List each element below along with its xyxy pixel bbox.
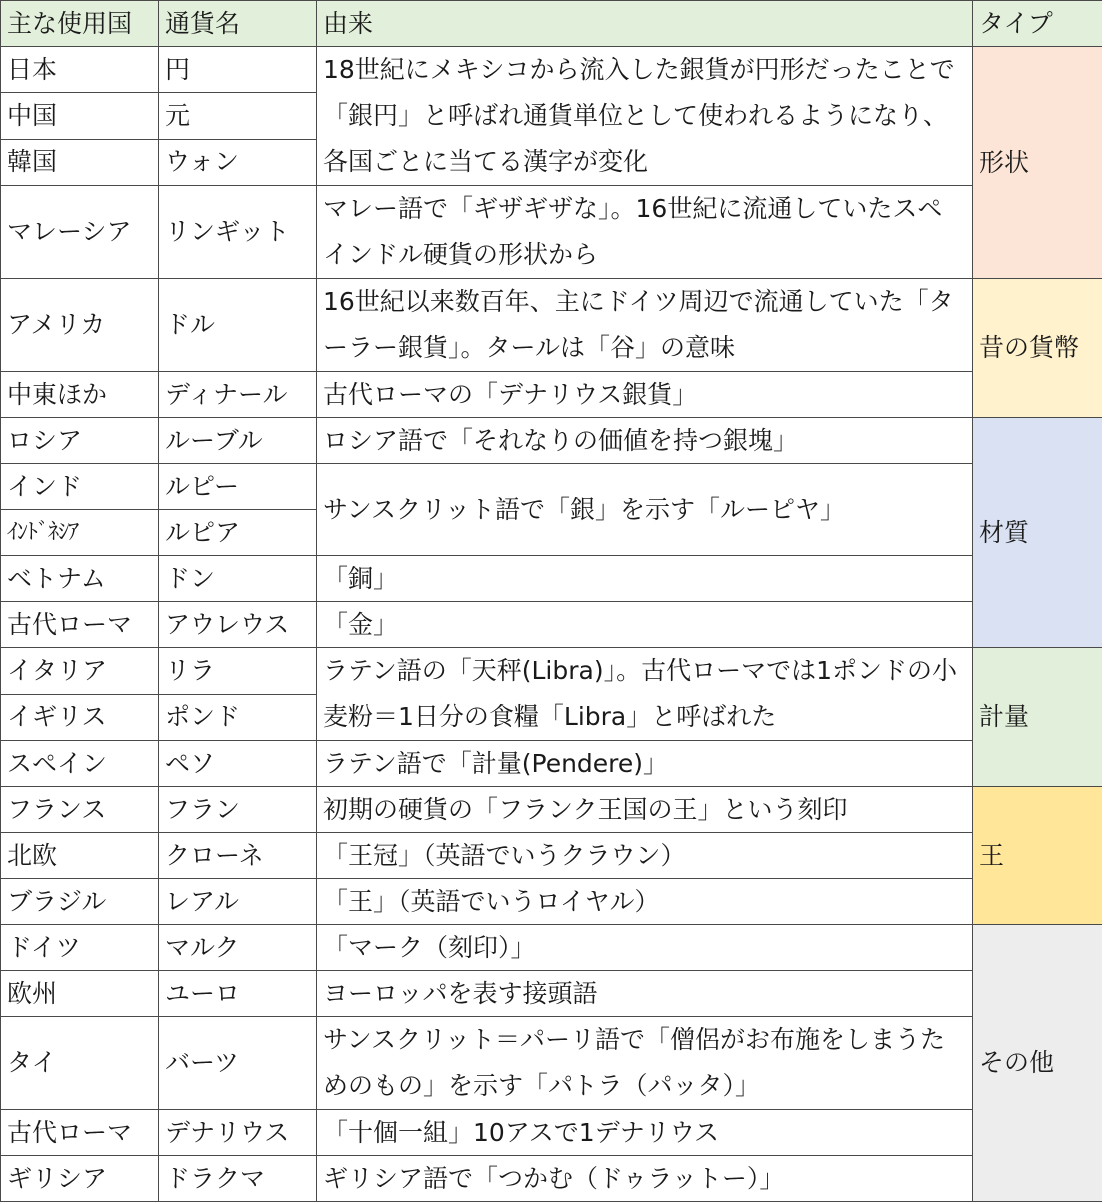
currency-cell: クローネ xyxy=(159,833,317,879)
currency-cell: フラン xyxy=(159,787,317,833)
header-row xyxy=(1,1,1102,47)
origin-cell: 「金」 xyxy=(317,602,973,648)
table-row xyxy=(1,418,1102,464)
currency-cell: リンギット xyxy=(159,186,317,279)
country-cell: 古代ローマ xyxy=(1,1110,159,1156)
origin-cell: 18世紀にメキシコから流入した銀貨が円形だったことで「銀円」と呼ばれ通貨単位として使われるようになり、各国ごとに当てる漢字が変化 xyxy=(317,47,973,186)
currency-cell: マルク xyxy=(159,925,317,971)
type-cell-measure: 計量 xyxy=(973,648,1102,787)
country-cell: インド xyxy=(1,464,159,510)
header-country: 主な使用国 xyxy=(1,1,159,47)
table-row xyxy=(1,741,1102,787)
table-row xyxy=(1,1017,1102,1110)
origin-cell: 「十個一組」10アスで1デナリウス xyxy=(317,1110,973,1156)
country-cell: タイ xyxy=(1,1017,159,1110)
table-row xyxy=(1,372,1102,418)
country-cell: イギリス xyxy=(1,694,159,741)
country-cell: 日本 xyxy=(1,47,159,93)
header-origin: 由来 xyxy=(317,1,973,47)
country-cell: 欧州 xyxy=(1,971,159,1017)
country-cell: マレーシア xyxy=(1,186,159,279)
country-cell: アメリカ xyxy=(1,279,159,372)
country-cell: フランス xyxy=(1,787,159,833)
origin-cell: ギリシア語で「つかむ（ドゥラットー）」 xyxy=(317,1156,973,1202)
currency-cell: ペソ xyxy=(159,741,317,787)
country-cell: ドイツ xyxy=(1,925,159,971)
currency-cell: ルピア xyxy=(159,510,317,556)
origin-cell: サンスクリット語で「銀」を示す「ルーピヤ」 xyxy=(317,464,973,556)
origin-cell: 「マーク（刻印）」 xyxy=(317,925,973,971)
table-row xyxy=(1,186,1102,279)
origin-cell: ラテン語で「計量(Pendere)」 xyxy=(317,741,973,787)
country-cell: ベトナム xyxy=(1,556,159,602)
table-row xyxy=(1,925,1102,971)
type-cell-old-currency: 昔の貨幣 xyxy=(973,279,1102,418)
origin-cell: 「王冠」（英語でいうクラウン） xyxy=(317,833,973,879)
origin-cell: 16世紀以来数百年、主にドイツ周辺で流通していた「ターラー銀貨」。タールは「谷」の意味 xyxy=(317,279,973,372)
type-cell-shape: 形状 xyxy=(973,47,1102,279)
origin-cell: 「王」（英語でいうロイヤル） xyxy=(317,879,973,925)
table-row xyxy=(1,787,1102,833)
country-cell: 古代ローマ xyxy=(1,602,159,648)
origin-cell: ロシア語で「それなりの価値を持つ銀塊」 xyxy=(317,418,973,464)
currency-cell: ウォン xyxy=(159,139,317,185)
origin-cell: マレー語で「ギザギザな」。16世紀に流通していたスペインドル硬貨の形状から xyxy=(317,186,973,279)
table-row xyxy=(1,1110,1102,1156)
currency-cell: ルピー xyxy=(159,464,317,510)
country-cell: 中国 xyxy=(1,93,159,139)
table-row xyxy=(1,464,1102,510)
country-cell: 北欧 xyxy=(1,833,159,879)
table-row xyxy=(1,971,1102,1017)
currency-cell: ユーロ xyxy=(159,971,317,1017)
currency-cell: ルーブル xyxy=(159,418,317,464)
header-type: タイプ xyxy=(973,1,1102,47)
origin-cell: 古代ローマの「デナリウス銀貨」 xyxy=(317,372,973,418)
origin-cell: 「銅」 xyxy=(317,556,973,602)
currency-cell: アウレウス xyxy=(159,602,317,648)
type-cell-other: その他 xyxy=(973,925,1102,1202)
currency-cell: ドル xyxy=(159,279,317,372)
country-cell: ロシア xyxy=(1,418,159,464)
table-row xyxy=(1,47,1102,93)
country-cell: イタリア xyxy=(1,648,159,695)
origin-cell: ヨーロッパを表す接頭語 xyxy=(317,971,973,1017)
country-cell: ギリシア xyxy=(1,1156,159,1202)
currency-cell: ドラクマ xyxy=(159,1156,317,1202)
currency-cell: ドン xyxy=(159,556,317,602)
table-row xyxy=(1,556,1102,602)
header-currency: 通貨名 xyxy=(159,1,317,47)
table-row xyxy=(1,602,1102,648)
origin-cell: 初期の硬貨の「フランク王国の王」という刻印 xyxy=(317,787,973,833)
table-row xyxy=(1,833,1102,879)
origin-cell: サンスクリット＝パーリ語で「僧侶がお布施をしまうためのもの」を示す「パトラ（パッタ）」 xyxy=(317,1017,973,1110)
country-cell: ｲﾝﾄﾞﾈｼｱ xyxy=(1,510,159,556)
origin-cell: ラテン語の「天秤(Libra)」。古代ローマでは1ポンドの小麦粉＝1日分の食糧「Libra」と呼ばれた xyxy=(317,648,973,741)
table-row xyxy=(1,648,1102,695)
currency-cell: レアル xyxy=(159,879,317,925)
type-cell-material: 材質 xyxy=(973,418,1102,648)
currency-cell: デナリウス xyxy=(159,1110,317,1156)
table-row xyxy=(1,279,1102,372)
currency-cell: ポンド xyxy=(159,694,317,741)
currency-cell: バーツ xyxy=(159,1017,317,1110)
table-row xyxy=(1,879,1102,925)
currency-cell: 円 xyxy=(159,47,317,93)
currency-cell: リラ xyxy=(159,648,317,695)
country-cell: スペイン xyxy=(1,741,159,787)
currency-cell: ディナール xyxy=(159,372,317,418)
type-cell-king: 王 xyxy=(973,787,1102,925)
country-cell: 中東ほか xyxy=(1,372,159,418)
currency-cell: 元 xyxy=(159,93,317,139)
country-cell: ブラジル xyxy=(1,879,159,925)
table-row xyxy=(1,1156,1102,1202)
country-cell: 韓国 xyxy=(1,139,159,185)
